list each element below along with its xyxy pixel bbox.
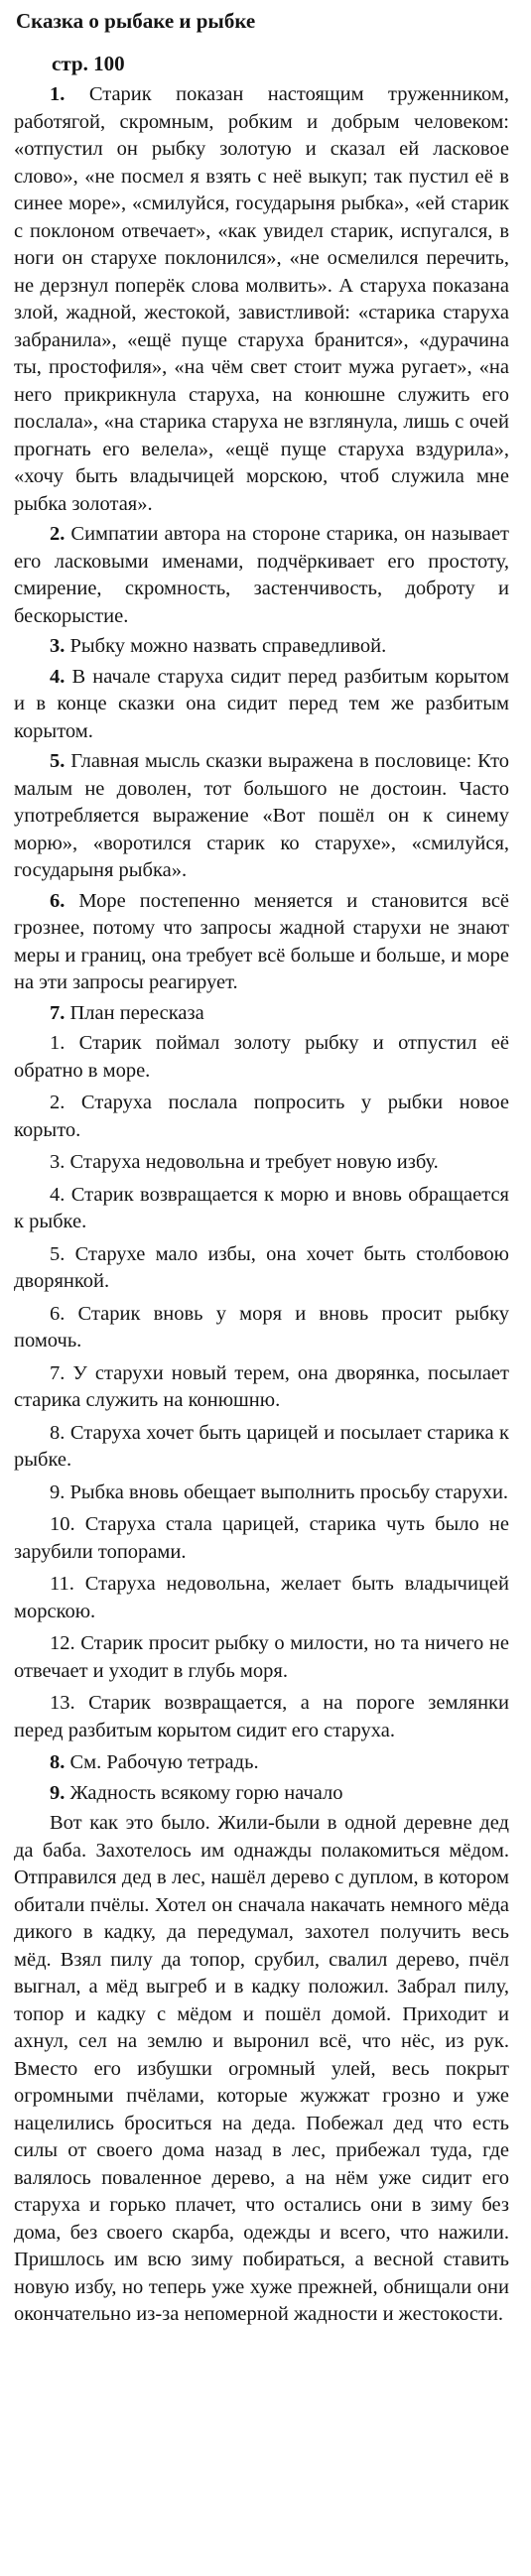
answer-paragraph [14,664,509,746]
plan-item: 2. Старуха послала попросить у рыбки новое корыто. [14,1092,509,1141]
answer-number: 1. [50,83,66,105]
story-text: Вот как это было. Жили-были в одной деревне дед да баба. Захотелось им однажды полакомиться мёдом. Отправился дед в лес, нашёл дерево с дуплом, в котором обитали пчёлы. Хотел он сначала накачать немного мёда дикого в кадку, да передумал, захотел получить весь мёд. Взял пилу да топор, срубил, свалил дерево, пчёл выгнал, а мёд выгреб и в кадку положил. Забрал пилу, топор и кадку с мёдом и пошёл домой. Приходит и ахнул, сел на землю и выронил всё, что нёс, из рук. Вместо его избушки огромный улей, весь покрыт огромными пчёлами, которые жужжат грозно и уже нацелились броситься на деда. Побежал дед что есть силы от своего дома назад в лес, прибежал туда, где валялось поваленное дерево, а на нём уже сидит его старуха и горько плачет, что остались они в зиму без дома, без своего скарба, одежды и всего, что нажили. Пришлось им всю зиму побираться, а весной ставить новую избу, но теперь уже хуже прежней, обнищали они окончательно из-за непомерной жадности и жестокости. [14,1812,509,2325]
answer-text: Главная мысль сказки выражена в пословице: Кто малым не доволен, тот большого не достоин. Часто употребляется выражение «Вот пошёл он к синему морю», «воротился старик ко старухе», «смилуйся, государыня рыбка». [14,750,510,881]
plan-item: 11. Старуха недовольна, желает быть владычицей морскою. [14,1573,509,1622]
plan-item: 7. У старухи новый терем, она дворянка, посылает старика служить на конюшню. [14,1361,509,1411]
answer-paragraph [14,1749,509,1777]
answer-text: Старик показан настоящим труженником, работягой, скромным, робким и добрым человеком: «отпустил он рыбку золотую и сказал ей ласковое слово», «не посмел я взять с неё выкуп; так пустил её в синее море», «смилуйся, государыня рыбка», «ей старик с поклоном отвечает», «как увидел старик, испугался, в ноги он старухе поклонился», «не осмелился перечить, не дерзнул поперёк слова молвить». А старуха показана злой, жадной, жестокой, завистливой: «старика старуха забранила», «ещё пуще старуха бранится», «дурачина ты, простофиля», «на чём свет стоит мужа ругает», «на него прикрикнула старуха, на конюшне служить его послала», «на старика старуха не взглянула, лишь с очей прогнать его велела», «ещё пуще старуха вздурила», «хочу быть владычицей морскою, чтоб служила мне рыбка золотая». [14,83,510,515]
page-reference: стр. 100 [52,52,125,75]
answers-section [14,81,509,997]
plan-item: 1. Старик поймал золоту рыбку и отпустил её обратно в море. [14,1032,509,1082]
plan-section [14,1000,509,1745]
answer-text: Море постепенно меняется и становится всё грознее, потому что запросы жадной старухи не знают меры и границ, она требует всё больше и больше, и море на эти запросы реагирует. [14,889,510,993]
answer-number: 4. [50,665,66,688]
answer-number: 5. [50,750,66,772]
plan-item: 3. Старуха недовольна и требует новую избу. [50,1151,439,1173]
story-title: Жадность всякому горю начало [69,1781,343,1804]
answer-paragraph [14,633,509,661]
answer-text: Рыбку можно назвать справедливой. [69,635,387,657]
plan-item: 8. Старуха хочет быть царицей и посылает старика к рыбке. [14,1421,509,1471]
answer-paragraph [14,521,509,630]
plan-item: 10. Старуха стала царицей, старика чуть было не зарубили топорами. [14,1513,509,1563]
answer-paragraph [14,748,509,885]
plan-item: 12. Старик просит рыбку о милости, но та ничего не отвечает и уходит в глубь моря. [14,1632,509,1682]
answer-number: 3. [50,635,66,657]
plan-item: 9. Рыбка вновь обещает выполнить просьбу старухи. [50,1481,509,1503]
plan-item: 13. Старик возвращается, а на пороге землянки перед разбитым корытом сидит его старуха. [14,1692,509,1741]
plan-item: 6. Старик вновь у моря и вновь просит рыбку помочь. [14,1302,509,1352]
story-heading [14,1780,509,1808]
answer-number: 6. [50,889,66,912]
plan-heading-text: План пересказа [69,1001,204,1024]
answer-number: 8. [50,1751,66,1773]
answer-text: Симпатии автора на стороне старика, он называет его ласковыми именами, подчёркивает его простоту, смирение, скромность, застенчивость, доброту и бескорыстие. [14,523,509,627]
answer-number: 2. [50,523,66,545]
plan-item: 4. Старик возвращается к морю и вновь обращается к рыбке. [14,1183,509,1232]
answer-text: В начале старуха сидит перед разбитым корытом и в конце сказки она сидит перед тем же разбитым корытом. [14,665,510,742]
answer-paragraph [14,888,509,997]
plan-number: 7. [50,1001,66,1024]
page-title: Сказка о рыбаке и рыбке [16,9,256,33]
plan-list [14,1030,509,1744]
answer-number: 9. [50,1781,66,1804]
plan-item: 5. Старухе мало избы, она хочет быть столбовою дворянкой. [14,1242,509,1292]
answer-text: См. Рабочую тетрадь. [69,1751,259,1773]
answer-paragraph [14,81,509,518]
plan-heading [14,1000,509,1028]
